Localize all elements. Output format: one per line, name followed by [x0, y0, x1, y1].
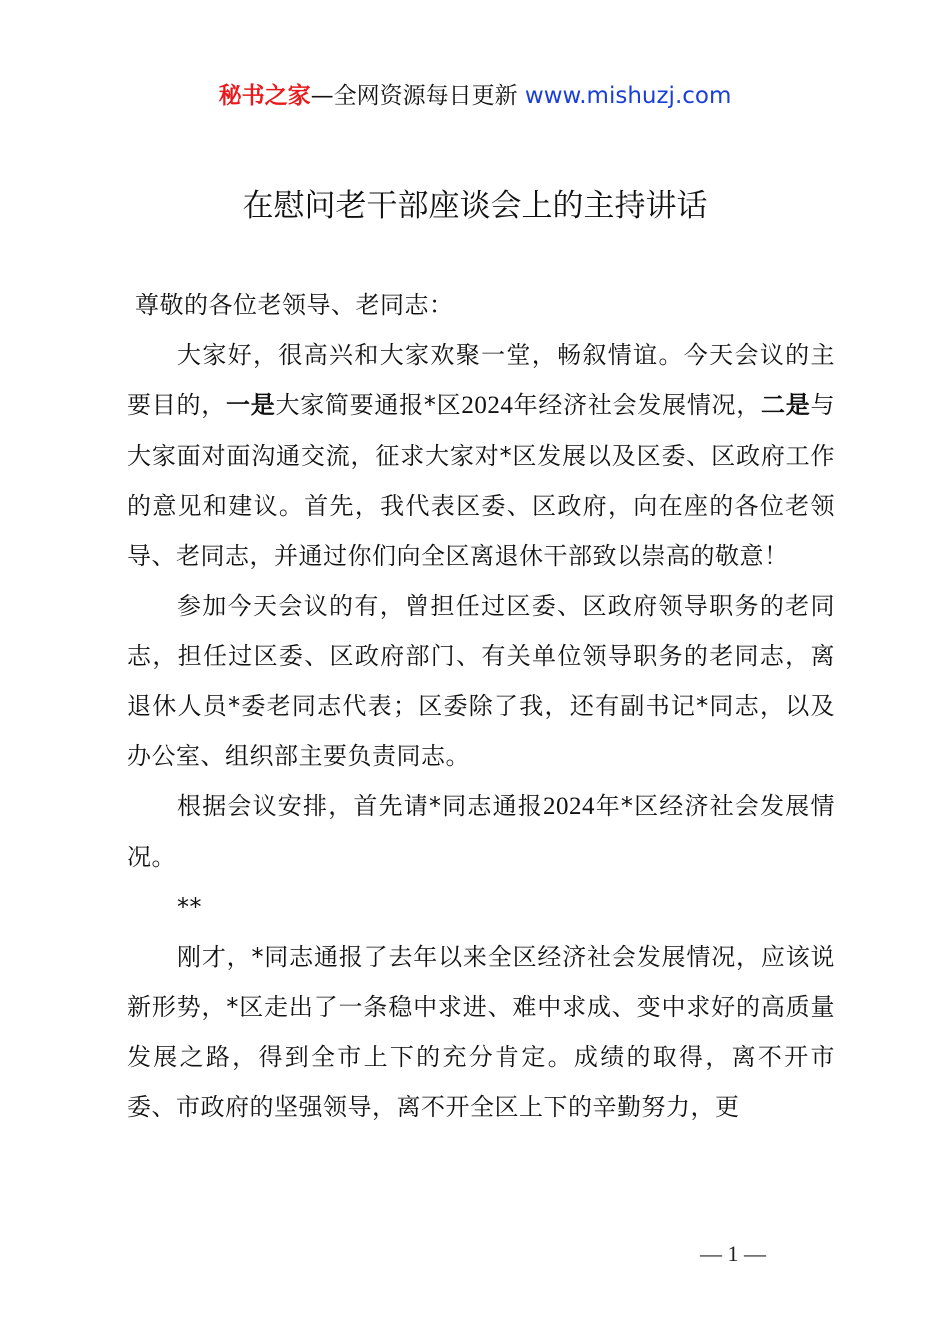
page-number: — 1 — [700, 1241, 766, 1266]
year-number: 2024 [543, 793, 595, 820]
salutation: 尊敬的各位老领导、老同志： [135, 291, 454, 319]
paragraph-text: 与大家面对面沟通交流，征求大家对*区发展以及区委、区政府工作的意见和建议。首先，我代表区委、区政府，向在座的各位老领导、老同志，并通过你们向全区离退休干部致以崇高的敬意！ [127, 391, 836, 570]
paragraph-text: 根据会议安排，首先请*同志通报 [177, 792, 543, 820]
year-number: 2024 [461, 392, 514, 419]
document-body [127, 280, 835, 1132]
paragraph-summary: 刚才，*同志通报了去年以来全区经济社会发展情况，应该说新形势，*区走出了一条稳中求进、难中求成、变中求好的高质量发展之路，得到全市上下的充分肯定。成绩的取得，离不开市委、市政府的坚强领导，离不开全区上下的辛勤努力，更 [127, 943, 835, 1121]
site-url-link[interactable]: www.mishuzj.com [524, 83, 732, 109]
emphasis-second: 二是 [761, 391, 811, 419]
paragraph-text: 大家好，很高兴和大家欢聚一堂，畅叙情谊。今天会议的主要目的， [127, 341, 835, 419]
site-header [0, 80, 950, 112]
paragraph-text: 大家简要通报*区 [275, 391, 462, 419]
paragraph-placeholder: ** [177, 893, 202, 921]
paragraph-text: 年*区经济社会发展情况。 [127, 792, 835, 871]
paragraph-attendees: 参加今天会议的有，曾担任过区委、区政府领导职务的老同志，担任过区委、区政府部门、有关单位领导职务的老同志，离退休人员*委老同志代表；区委除了我，还有副书记*同志，以及办公室、组织部主要负责同志。 [127, 592, 835, 770]
paragraph-text: 年经济社会发展情况， [513, 391, 762, 419]
site-tagline: —全网资源每日更新 [310, 83, 518, 109]
document-title: 在慰问老干部座谈会上的主持讲话 [242, 188, 708, 224]
site-brand: 秘书之家 [218, 83, 311, 109]
paragraph-agenda [127, 781, 835, 882]
emphasis-first: 一是 [225, 391, 276, 419]
paragraph-opening [127, 330, 835, 581]
